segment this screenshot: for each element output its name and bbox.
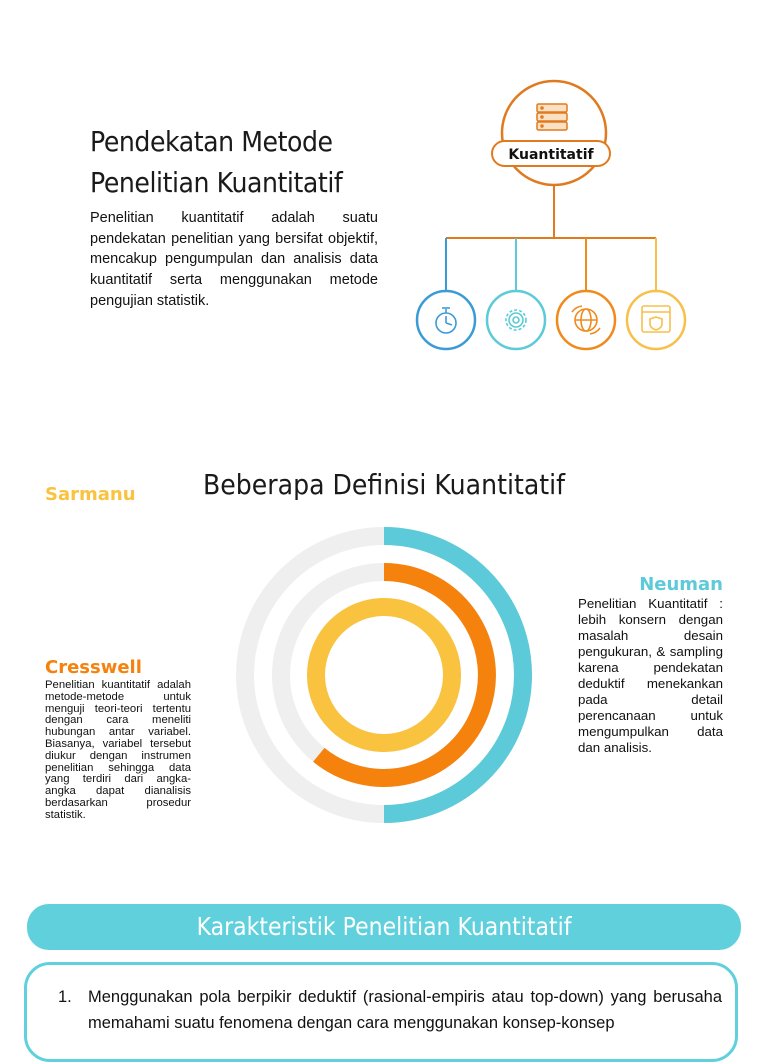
connector-lines	[446, 186, 656, 290]
karakteristik-item-1	[58, 984, 722, 1036]
definitions-title: Beberapa Definisi Kuantitatif	[202, 468, 566, 501]
sarmanu-ring	[316, 607, 452, 743]
child-node-2	[487, 291, 545, 349]
root-node	[502, 81, 606, 185]
page-title-line-2: Penelitian Kuantitatif	[90, 166, 343, 199]
concentric-rings-graphic	[230, 520, 540, 830]
page-title	[90, 121, 342, 203]
root-label: Kuantitatif	[508, 147, 594, 163]
page-title-line-1: Pendekatan Metode	[90, 125, 333, 158]
neuman-definition: Penelitian Kuantitatif : lebih konsern dengan masalah desain pengukuran, & sampling karena pendekatan deduktif menekankan pada detail perencanaan untuk mengumpulkan data dan analisis.	[578, 596, 723, 755]
item-text: Menggunakan pola berpikir deduktif (rasional-empiris atau top-down) yang berusaha memahami suatu fenomena dengan cara menggunakan konsep-konsep	[88, 988, 722, 1032]
intro-paragraph: Penelitian kuantitatif adalah suatu pendekatan penelitian yang bersifat objektif, mencakup pengumpulan dan analisis data kuantitatif serta menggunakan metode pengujian statistik.	[90, 210, 378, 309]
server-icon	[537, 104, 567, 130]
kuantitatif-hierarchy-diagram	[410, 78, 710, 360]
neuman-name: Neuman	[639, 574, 723, 595]
item-number: 1.	[58, 988, 72, 1006]
child-node-4	[627, 291, 685, 349]
cresswell-definition: Penelitian kuantitatif adalah metode-metode untuk menguji teori-teori tertentu dengan cara meneliti hubungan antar variabel. Biasanya, variabel tersebut diukur dengan instrumen penelitian sehingga data yang terdiri dari angka-angka dapat dianalisis berdasarkan prosedur statistik.	[45, 679, 191, 821]
karakteristik-title: Karakteristik Penelitian Kuantitatif	[196, 912, 572, 941]
karakteristik-banner	[27, 904, 741, 950]
cresswell-name: Cresswell	[45, 657, 142, 678]
sarmanu-name: Sarmanu	[45, 484, 136, 505]
